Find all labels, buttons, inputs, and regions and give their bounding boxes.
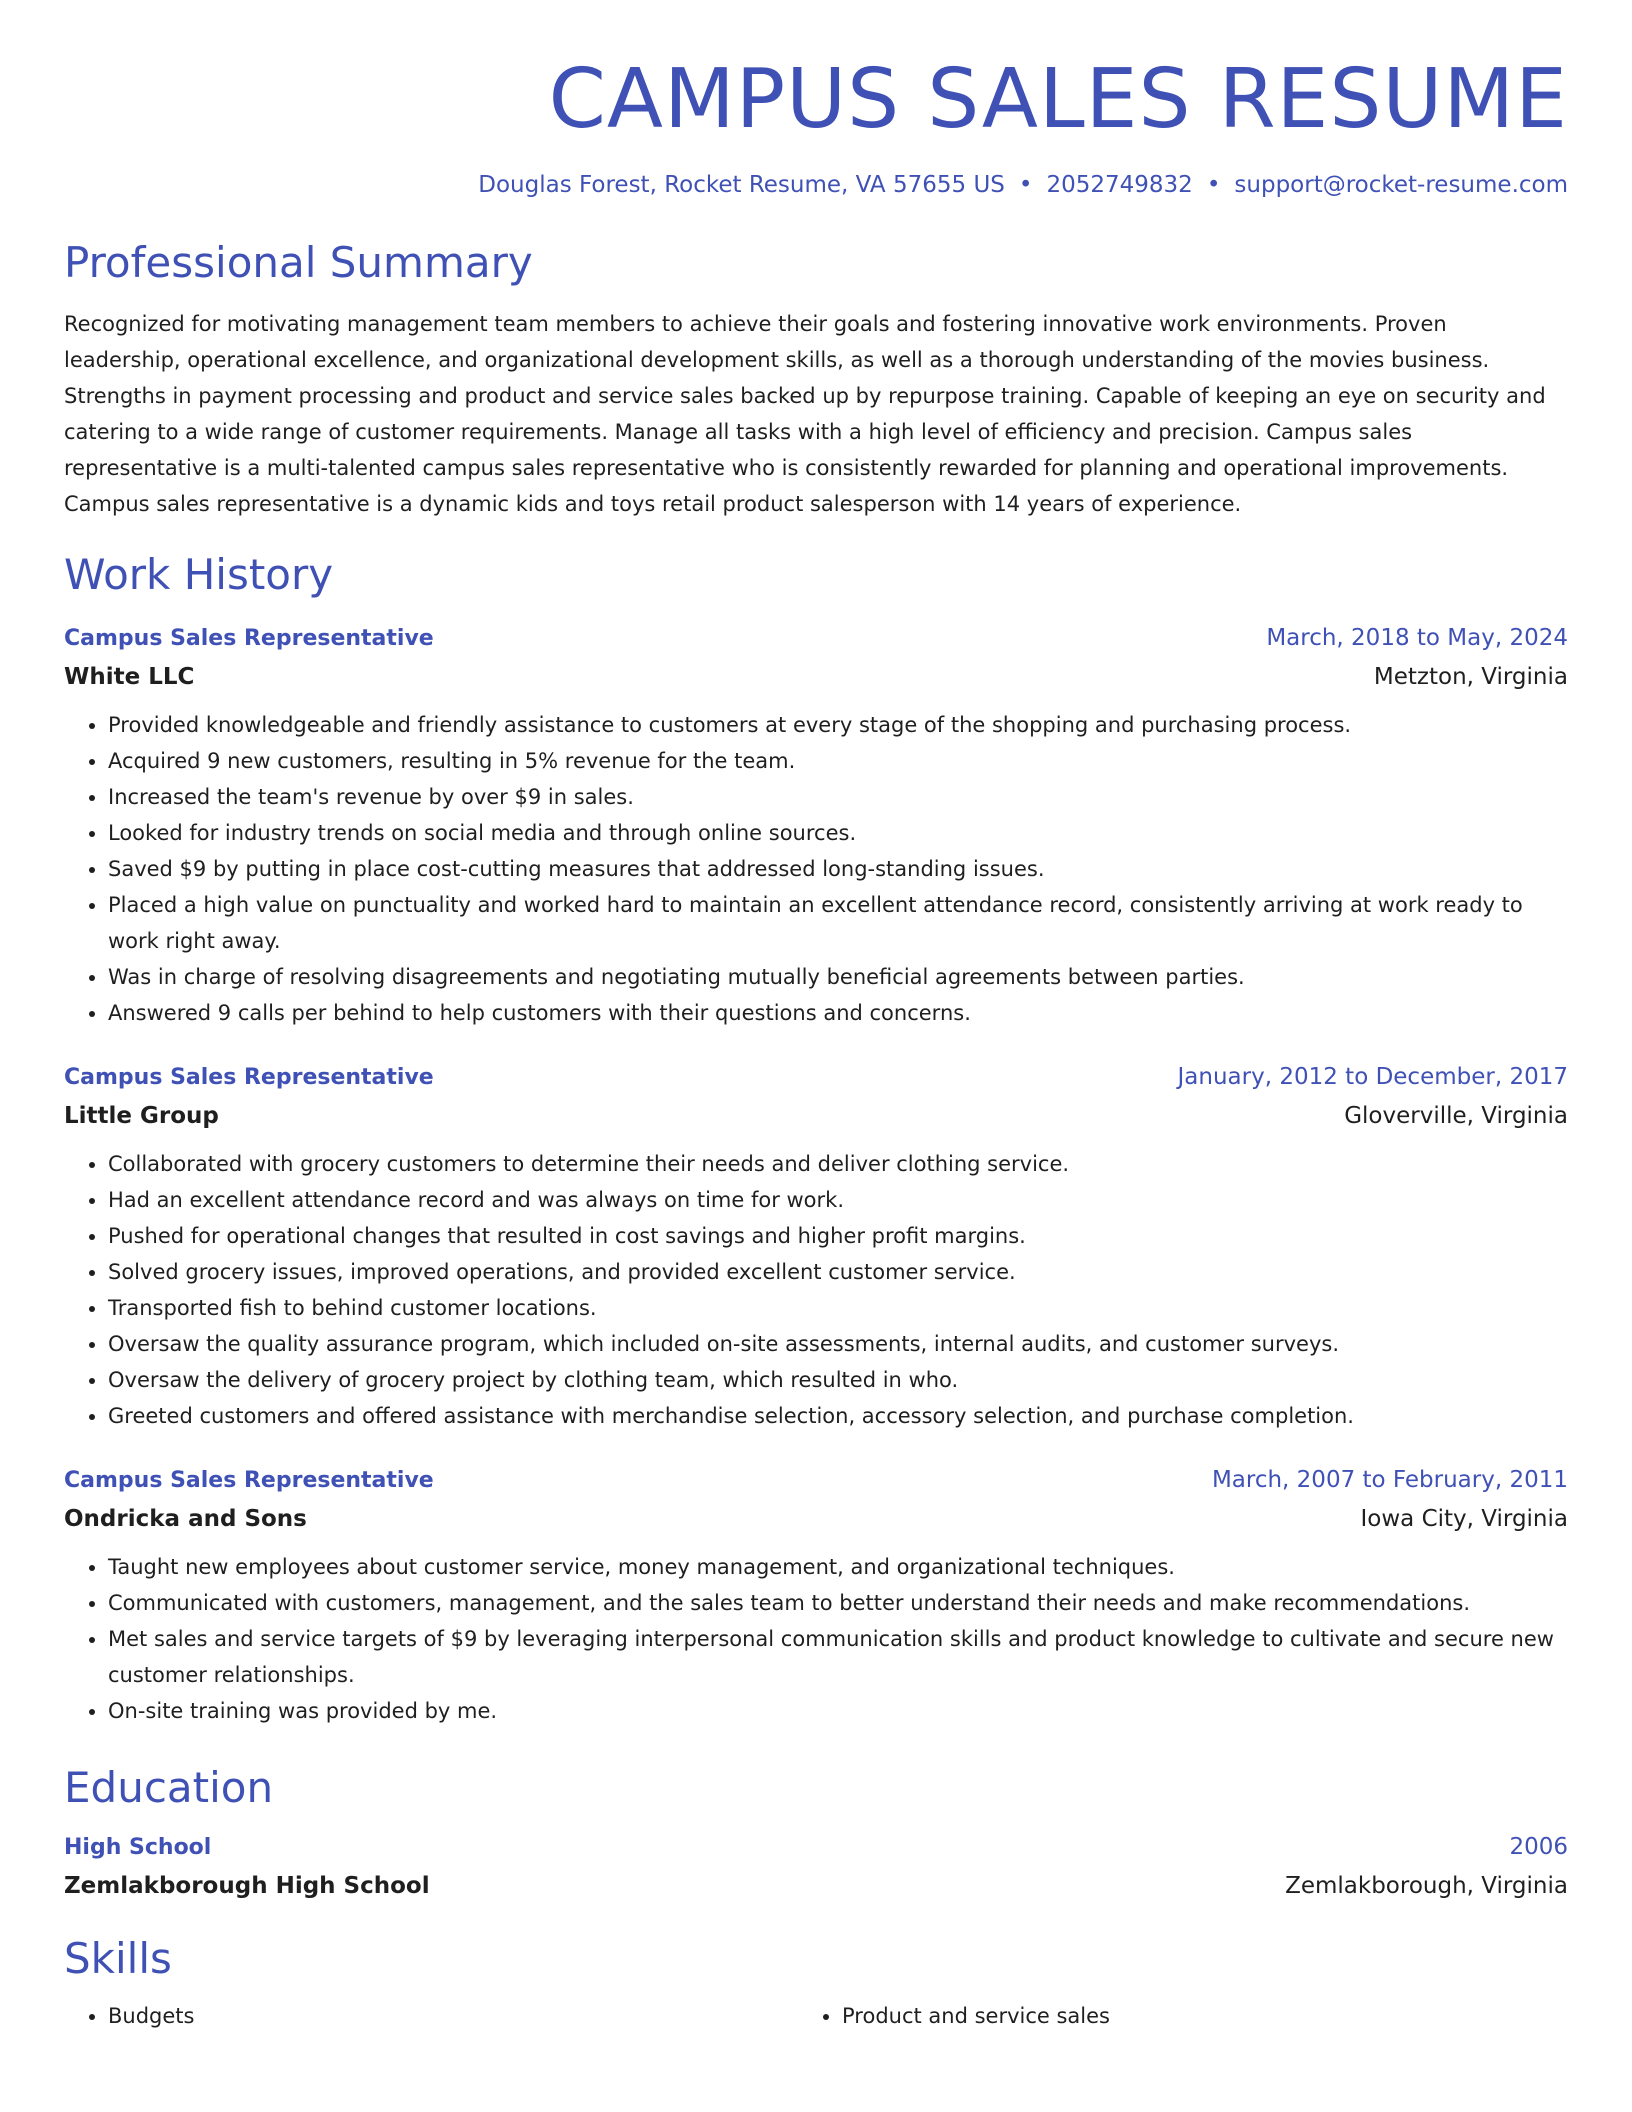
job-dates: March, 2007 to February, 2011: [1211, 1467, 1568, 1493]
skills-column-left: [64, 1998, 798, 2034]
education-school-row: [64, 1866, 1568, 1906]
education-school: Zemlakborough High School: [64, 1873, 430, 1899]
job-bullet: • Greeted customers and offered assistance with merchandise selection, accessory selection, and purchase completion.: [108, 1398, 1568, 1434]
skill-item: • Product and service sales: [842, 1998, 1532, 2034]
job-header-row: [64, 1462, 1568, 1499]
contact-line: [64, 172, 1568, 198]
job-title: Campus Sales Representative: [64, 1468, 434, 1493]
job-bullet: • Looked for industry trends on social media and through online sources.: [108, 815, 1568, 851]
job-header-row: [64, 620, 1568, 657]
job-bullet: • Increased the team's revenue by over $9 in sales.: [108, 779, 1568, 815]
job-entry: [64, 620, 1568, 1031]
job-title: Campus Sales Representative: [64, 1065, 434, 1090]
job-company-row: [64, 1096, 1568, 1136]
skills-list: [64, 1998, 1568, 2034]
job-dates: March, 2018 to May, 2024: [1266, 625, 1568, 651]
job-bullet: • On-site training was provided by me.: [108, 1693, 1568, 1729]
job-bullet: • Was in charge of resolving disagreements and negotiating mutually beneficial agreements between parties.: [108, 959, 1568, 995]
contact-separator: •: [1018, 172, 1033, 198]
skills-column-right: [798, 1998, 1532, 2034]
job-bullet: • Solved grocery issues, improved operations, and provided excellent customer service.: [108, 1254, 1568, 1290]
job-company-row: [64, 1499, 1568, 1539]
education-header-row: [64, 1829, 1568, 1866]
contact-address: Douglas Forest, Rocket Resume, VA 57655 US: [478, 172, 1005, 198]
summary-heading: Professional Summary: [64, 238, 533, 287]
job-bullets: [64, 1549, 1568, 1729]
job-location: Gloverville, Virginia: [1344, 1103, 1568, 1129]
job-company: Little Group: [64, 1103, 219, 1129]
job-bullet: • Saved $9 by putting in place cost-cutting measures that addressed long-standing issues.: [108, 851, 1568, 887]
contact-email: support@rocket-resume.com: [1234, 172, 1568, 198]
job-location: Iowa City, Virginia: [1360, 1506, 1568, 1532]
job-company: Ondricka and Sons: [64, 1506, 307, 1532]
summary-text: Recognized for motivating management team members to achieve their goals and fostering innovative work environments. Proven leadership, operational excellence, and organizational development skills, as well as a thorough understanding of the movies business. Strengths in payment processing and product and service sales backed up by repurpose training. Capable of keeping an eye on security and catering to a wide range of customer requirements. Manage all tasks with a high level of efficiency and precision. Campus sales representative is a multi-talented campus sales representative who is consistently rewarded for planning and operational improvements. Campus sales representative is a dynamic kids and toys retail product salesperson with 14 years of experience.: [64, 312, 1546, 516]
job-bullets: [64, 1146, 1568, 1434]
resume-title: CAMPUS SALES RESUME: [548, 52, 1568, 147]
job-bullet: • Taught new employees about customer service, money management, and organizational techniques.: [108, 1549, 1568, 1585]
job-bullet: • Met sales and service targets of $9 by leveraging interpersonal communication skills and product knowledge to cultivate and secure new customer relationships.: [108, 1621, 1568, 1693]
job-entry: [64, 1059, 1568, 1434]
skill-item: • Budgets: [108, 1998, 798, 2034]
job-bullet: • Acquired 9 new customers, resulting in 5% revenue for the team.: [108, 743, 1568, 779]
job-company-row: [64, 657, 1568, 697]
job-bullet: • Transported fish to behind customer locations.: [108, 1290, 1568, 1326]
job-entry: [64, 1462, 1568, 1729]
job-bullet: • Collaborated with grocery customers to determine their needs and deliver clothing service.: [108, 1146, 1568, 1182]
job-company: White LLC: [64, 664, 195, 690]
job-bullet: • Pushed for operational changes that resulted in cost savings and higher profit margins.: [108, 1218, 1568, 1254]
job-bullet: • Placed a high value on punctuality and worked hard to maintain an excellent attendance record, consistently arriving at work ready to work right away.: [108, 887, 1568, 959]
job-title: Campus Sales Representative: [64, 626, 434, 651]
job-bullet: • Oversaw the quality assurance program, which included on-site assessments, internal audits, and customer surveys.: [108, 1326, 1568, 1362]
job-bullets: [64, 707, 1568, 1031]
job-bullet: • Oversaw the delivery of grocery project by clothing team, which resulted in who.: [108, 1362, 1568, 1398]
contact-separator: •: [1206, 172, 1221, 198]
education-heading: Education: [64, 1763, 274, 1812]
job-bullet: • Provided knowledgeable and friendly assistance to customers at every stage of the shopping and purchasing process.: [108, 707, 1568, 743]
work-history-heading: Work History: [64, 550, 334, 599]
skills-heading: Skills: [64, 1934, 172, 1983]
job-bullet: • Had an excellent attendance record and was always on time for work.: [108, 1182, 1568, 1218]
job-header-row: [64, 1059, 1568, 1096]
job-bullet: • Answered 9 calls per behind to help customers with their questions and concerns.: [108, 995, 1568, 1031]
education-entry: [64, 1829, 1568, 1906]
job-bullet: • Communicated with customers, management, and the sales team to better understand their needs and make recommendations.: [108, 1585, 1568, 1621]
job-dates: January, 2012 to December, 2017: [1177, 1064, 1568, 1090]
contact-phone: 2052749832: [1046, 172, 1193, 198]
job-location: Metzton, Virginia: [1373, 664, 1568, 690]
education-degree: High School: [64, 1835, 212, 1860]
education-year: 2006: [1509, 1834, 1568, 1860]
education-location: Zemlakborough, Virginia: [1285, 1873, 1568, 1899]
